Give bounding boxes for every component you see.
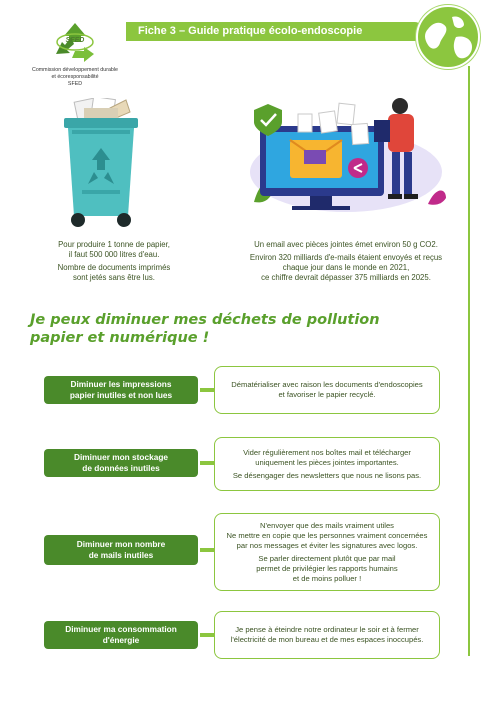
action-line: de données inutiles bbox=[82, 463, 160, 473]
sfed-logo-block bbox=[20, 20, 130, 88]
recycle-arrows-icon bbox=[50, 20, 100, 64]
detail-line: et favoriser le papier recyclé. bbox=[278, 390, 376, 399]
tip-detail-box bbox=[214, 437, 440, 491]
email-facts-caption bbox=[228, 240, 464, 283]
detail-line: permet de privilégier les rapports humains bbox=[256, 563, 398, 573]
action-line: d'énergie bbox=[102, 635, 140, 645]
detail-text bbox=[221, 448, 433, 468]
detail-line: par nos messages et éviter les signatures avec logos. bbox=[236, 540, 418, 550]
tip-row-printing bbox=[44, 366, 440, 414]
action-line: Diminuer les impressions bbox=[70, 379, 172, 389]
detail-line: Vider régulièrement nos boîtes mail et télécharger bbox=[243, 447, 411, 457]
detail-line: Je pense à éteindre notre ordinateur le soir et à fermer bbox=[235, 625, 419, 634]
detail-text bbox=[221, 521, 433, 551]
headline-line: Je peux diminuer mes déchets de pollution bbox=[30, 312, 380, 328]
detail-line: N'envoyer que des mails vraiment utiles bbox=[260, 520, 394, 530]
detail-line: Ne mettre en copie que les personnes vraiment concernées bbox=[226, 530, 428, 540]
commission-label bbox=[20, 67, 130, 88]
action-label bbox=[44, 535, 198, 565]
action-label bbox=[44, 449, 198, 477]
caption-line: Pour produire 1 tonne de papier, bbox=[58, 240, 170, 249]
detail-text bbox=[221, 380, 433, 400]
commission-line: et écoresponsabilité bbox=[51, 74, 99, 80]
action-line: Diminuer ma consommation bbox=[65, 624, 177, 634]
detail-line: uniquement les pièces jointes importantes. bbox=[255, 457, 399, 467]
detail-line: Dématérialiser avec raison les documents d'endoscopies bbox=[231, 380, 423, 389]
action-label bbox=[44, 376, 198, 404]
commission-line: SFED bbox=[67, 81, 83, 87]
action-line: papier inutiles et non lues bbox=[69, 390, 173, 400]
tip-row-emails bbox=[44, 513, 440, 591]
action-line: Diminuer mon stockage bbox=[73, 452, 169, 462]
paper-facts-caption bbox=[26, 240, 202, 283]
detail-line: et de moins polluer ! bbox=[292, 573, 362, 583]
recycling-bin-icon bbox=[58, 98, 144, 230]
caption-text bbox=[26, 263, 202, 283]
tip-detail-box bbox=[214, 611, 440, 659]
caption-text bbox=[26, 240, 202, 260]
globe-icon bbox=[416, 5, 480, 69]
computer-email-illustration bbox=[250, 94, 450, 218]
caption-line: Un email avec pièces jointes émet environ 50 g CO2. bbox=[254, 240, 438, 249]
tip-row-energy bbox=[44, 611, 440, 659]
detail-text bbox=[221, 554, 433, 584]
logo-text: SFED bbox=[65, 37, 85, 44]
caption-line: Environ 320 milliards d'e-mails étaient envoyés et reçus bbox=[249, 253, 443, 262]
caption-line: chaque jour dans le monde en 2021, bbox=[282, 263, 410, 272]
tip-detail-box bbox=[214, 513, 440, 591]
caption-line: ce chiffre devrait dépasser 375 milliards en 2025. bbox=[261, 273, 431, 282]
tip-row-storage bbox=[44, 437, 440, 491]
caption-text bbox=[228, 240, 464, 250]
action-line: Diminuer mon nombre bbox=[76, 539, 166, 549]
action-label bbox=[44, 621, 198, 649]
commission-line: Commission développement durable bbox=[32, 67, 118, 73]
headline-line: papier et numérique ! bbox=[30, 330, 210, 346]
detail-line: l'électricité de mon bureau et de mes espaces inoccupés. bbox=[230, 635, 424, 644]
detail-text bbox=[221, 625, 433, 645]
decorative-side-line bbox=[468, 66, 470, 656]
caption-text bbox=[228, 253, 464, 283]
caption-line: sont jetés sans être lus. bbox=[73, 273, 155, 282]
page-title: Fiche 3 – Guide pratique écolo-endoscopie bbox=[126, 22, 424, 41]
section-headline bbox=[30, 311, 430, 347]
detail-line: Se parler directement plutôt que par mail bbox=[258, 553, 396, 563]
action-line: de mails inutiles bbox=[88, 550, 154, 560]
tip-detail-box bbox=[214, 366, 440, 414]
caption-line: il faut 500 000 litres d'eau. bbox=[68, 250, 160, 259]
caption-line: Nombre de documents imprimés bbox=[57, 263, 171, 272]
detail-text: Se désengager des newsletters que nous ne lisons pas. bbox=[232, 470, 422, 480]
